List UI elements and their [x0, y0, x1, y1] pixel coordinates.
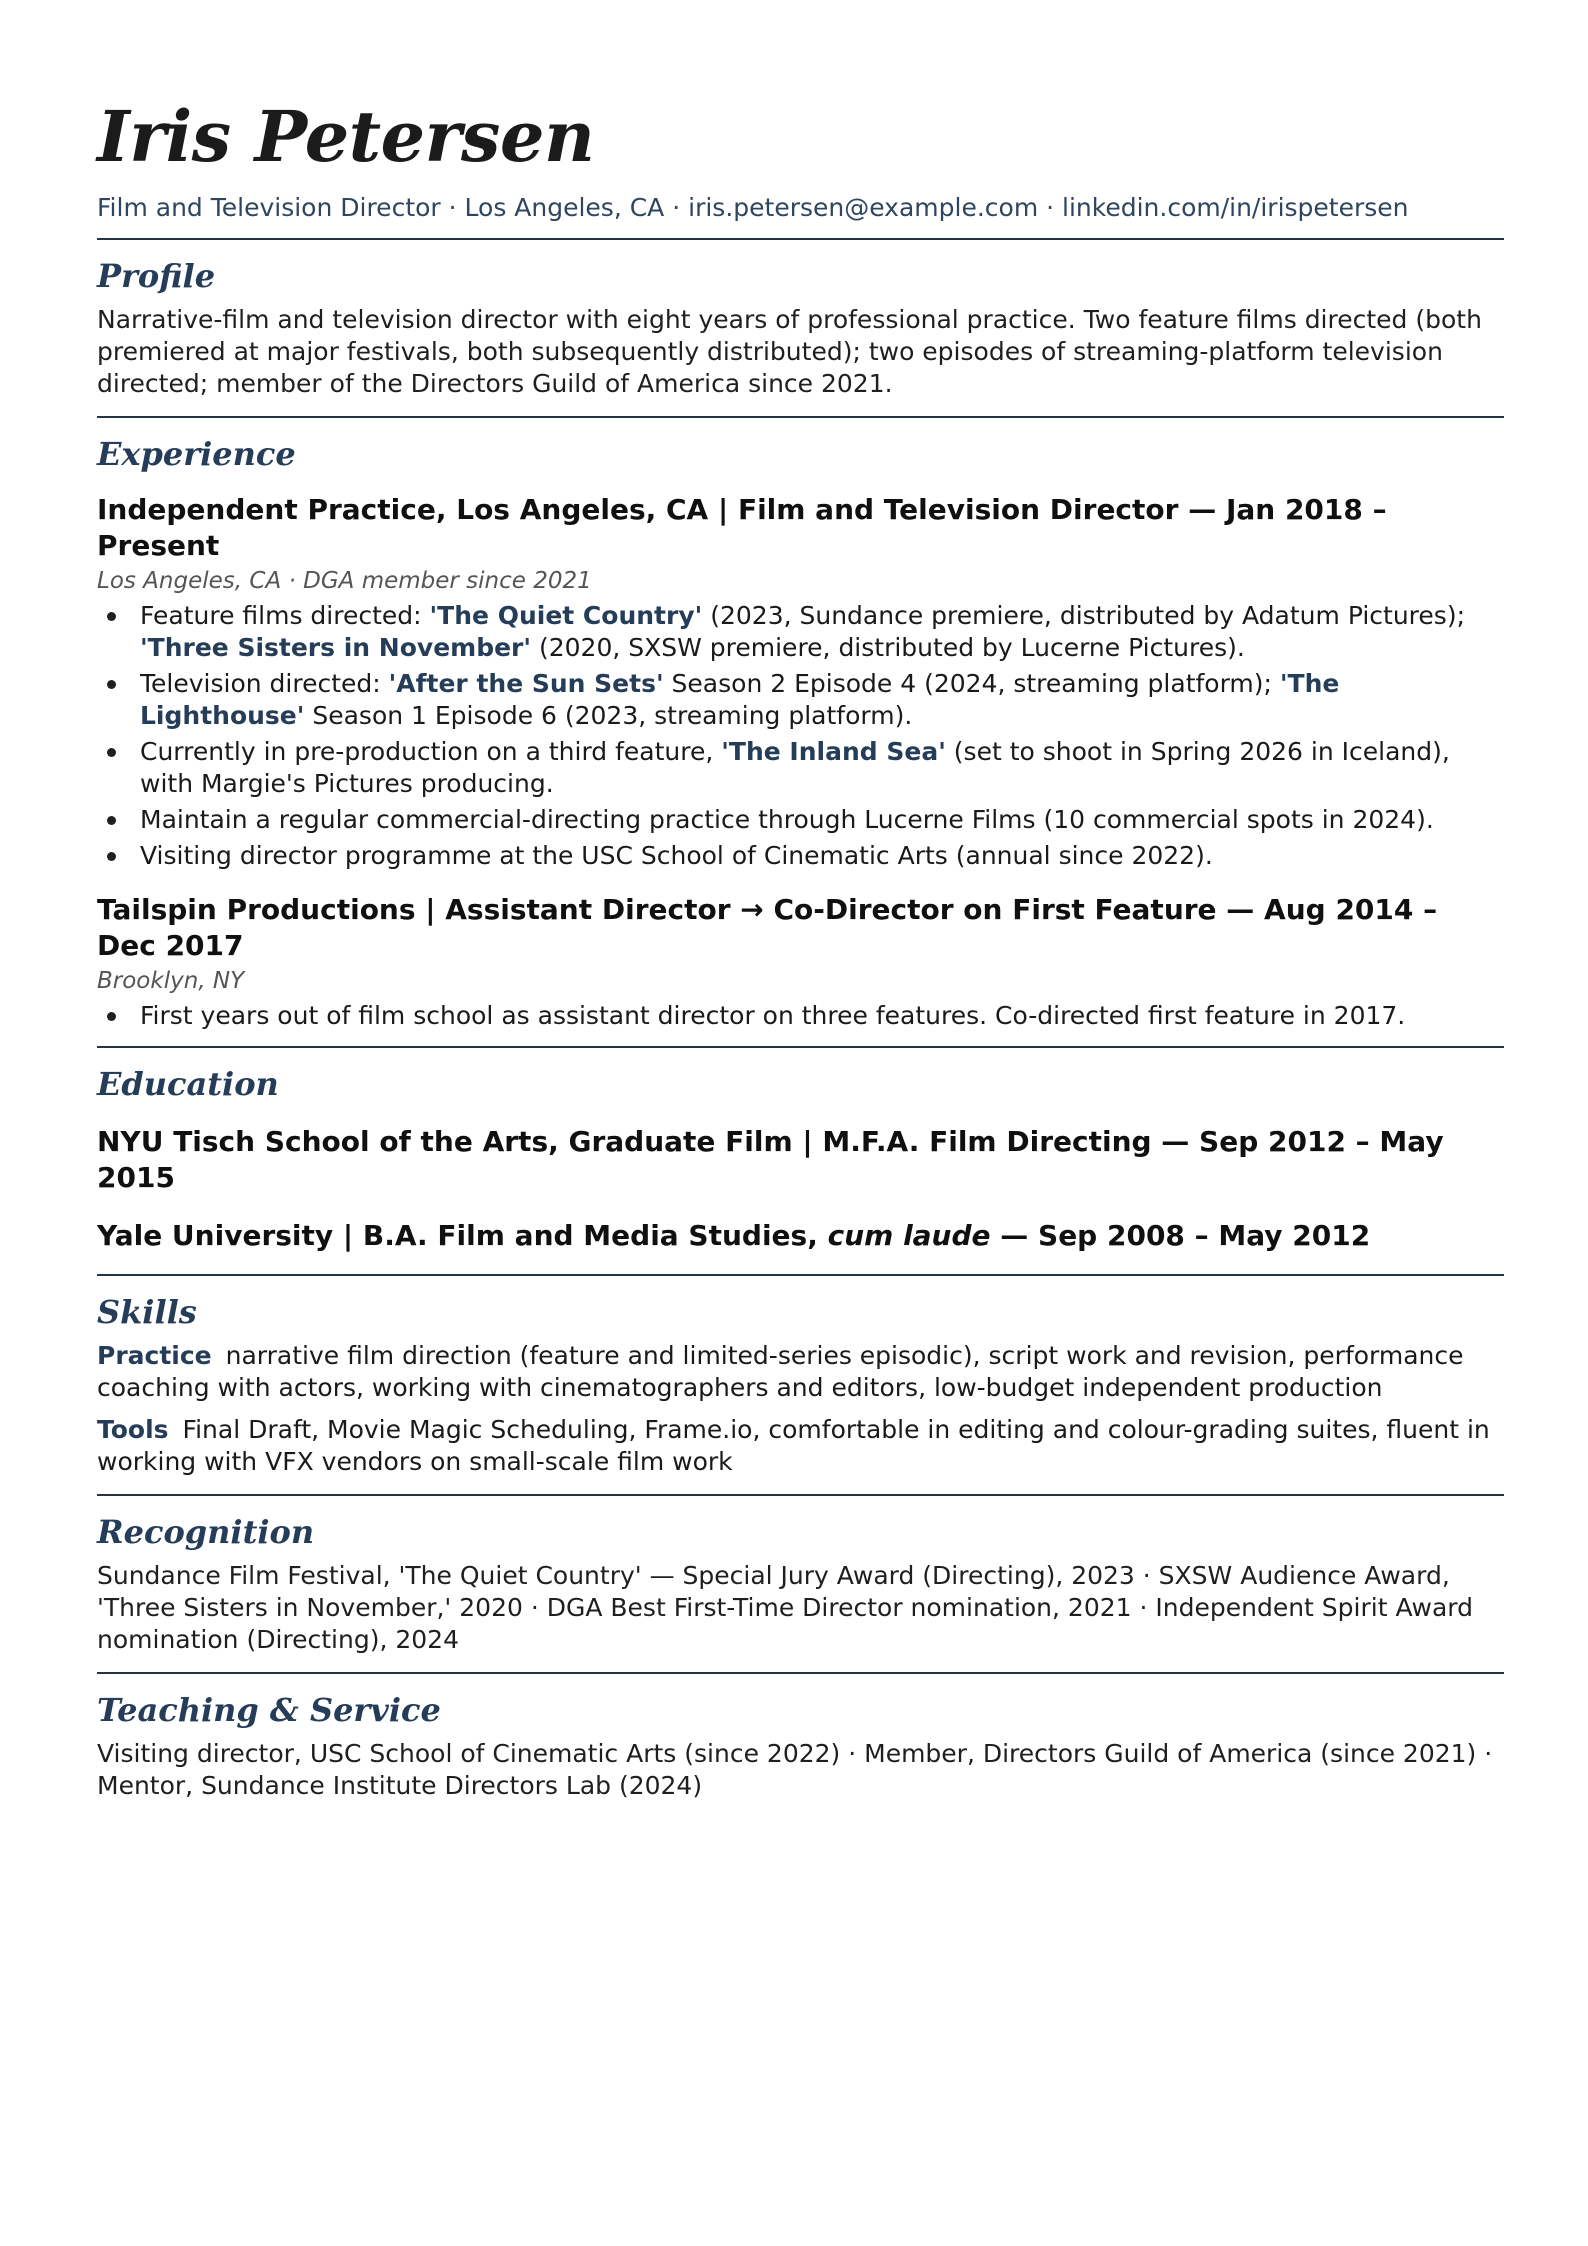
bullet-dot [107, 748, 116, 757]
work-title: 'The Lighthouse' [140, 669, 1340, 730]
skill-text: narrative film direction (feature and limited-series episodic), script work and revision, performance coaching with actors, working with cinematographers and editors, low-budget independent production [97, 1341, 1464, 1402]
teaching-text: Visiting director, USC School of Cinematic Arts (since 2022) · Member, Directors Guild of America (since 2021) · Mentor, Sundance Institute Directors Lab (2024) [97, 1739, 1493, 1800]
candidate-name: Iris Petersen [97, 95, 595, 178]
bullet-item: Visiting director programme at the USC School of Cinematic Arts (annual since 2022). [97, 840, 1504, 872]
section-title-teaching: Teaching & Service [97, 1691, 441, 1729]
bullet-dot [107, 1012, 116, 1021]
education-entry: NYU Tisch School of the Arts, Graduate Film | M.F.A. Film Directing — Sep 2012 – May 2015 [97, 1125, 1444, 1194]
section-title-skills: Skills [97, 1293, 197, 1331]
section-title-education: Education [97, 1065, 279, 1103]
skill-row [97, 1340, 1504, 1404]
bullet-item: Currently in pre-production on a third feature, 'The Inland Sea' (set to shoot in Spring 2026 in Iceland), with Margie's Pictures producing. [97, 736, 1504, 800]
divider [97, 1494, 1504, 1496]
profile-summary: Narrative-film and television director with eight years of professional practice. Two feature films directed (both premiered at major festivals, both subsequently distributed); two episodes of streaming-platform television directed; member of the Directors Guild of America since 2021. [97, 305, 1482, 398]
divider [97, 1274, 1504, 1276]
bullet-item: Television directed: 'After the Sun Sets' Season 2 Episode 4 (2024, streaming platform); 'The Lighthouse' Season 1 Episode 6 (2023, streaming platform). [97, 668, 1504, 732]
bullet-dot [107, 816, 116, 825]
bullet-dot [107, 852, 116, 861]
section-title-recognition: Recognition [97, 1513, 315, 1551]
bullet-item: Maintain a regular commercial-directing practice through Lucerne Films (10 commercial spots in 2024). [97, 804, 1504, 836]
honors: cum laude [827, 1219, 991, 1252]
job-heading: Independent Practice, Los Angeles, CA | Film and Television Director — Jan 2018 – Present [97, 493, 1387, 562]
recognition-section [97, 1514, 1504, 1672]
bullet-item: First years out of film school as assistant director on three features. Co-directed first feature in 2017. [97, 1000, 1504, 1032]
work-title: 'Three Sisters in November' [140, 633, 532, 662]
job-bullets [97, 600, 1504, 872]
profile-section [97, 258, 1504, 416]
resume-page [97, 90, 1504, 1802]
work-title: 'After the Sun Sets' [388, 669, 664, 698]
experience-section [97, 436, 1504, 1046]
job-heading: Tailspin Productions | Assistant Director → Co-Director on First Feature — Aug 2014 – Dec 2017 [97, 893, 1438, 962]
job-subheading: Los Angeles, CA · DGA member since 2021 [97, 568, 592, 594]
teaching-section [97, 1692, 1504, 1802]
recognition-text: Sundance Film Festival, 'The Quiet Country' — Special Jury Award (Directing), 2023 · SXSW Audience Award, 'Three Sisters in November,' 2020 · DGA Best First-Time Director nomination, 2021 · Independent Spirit Award nomination (Directing), 2024 [97, 1561, 1474, 1654]
skills-section [97, 1294, 1504, 1494]
section-title-experience: Experience [97, 435, 296, 473]
job-bullets [97, 1000, 1504, 1032]
bullet-item: Feature films directed: 'The Quiet Country' (2023, Sundance premiere, distributed by Adatum Pictures); 'Three Sisters in November' (2020, SXSW premiere, distributed by Lucerne Pictures). [97, 600, 1504, 664]
education-entry: Yale University | B.A. Film and Media Studies, cum laude — Sep 2008 – May 2012 [97, 1219, 1371, 1252]
work-title: 'The Quiet Country' [429, 601, 703, 630]
divider [97, 1046, 1504, 1048]
skill-label: Tools [97, 1415, 169, 1444]
divider [97, 238, 1504, 240]
bullet-dot [107, 680, 116, 689]
job-subheading: Brooklyn, NY [97, 968, 245, 994]
section-title-profile: Profile [97, 257, 216, 295]
skill-text: Final Draft, Movie Magic Scheduling, Frame.io, comfortable in editing and colour-grading suites, fluent in working with VFX vendors on small-scale film work [97, 1415, 1490, 1476]
divider [97, 416, 1504, 418]
divider [97, 1672, 1504, 1674]
skill-row [97, 1414, 1504, 1478]
contact-line: Film and Television Director · Los Angeles, CA · iris.petersen@example.com · linkedin.com/in/irispetersen [97, 193, 1409, 222]
work-title: 'The Inland Sea' [721, 737, 946, 766]
skill-label: Practice [97, 1341, 212, 1370]
education-section [97, 1066, 1504, 1274]
job-entry [97, 892, 1504, 1032]
bullet-dot [107, 612, 116, 621]
job-entry [97, 492, 1504, 872]
